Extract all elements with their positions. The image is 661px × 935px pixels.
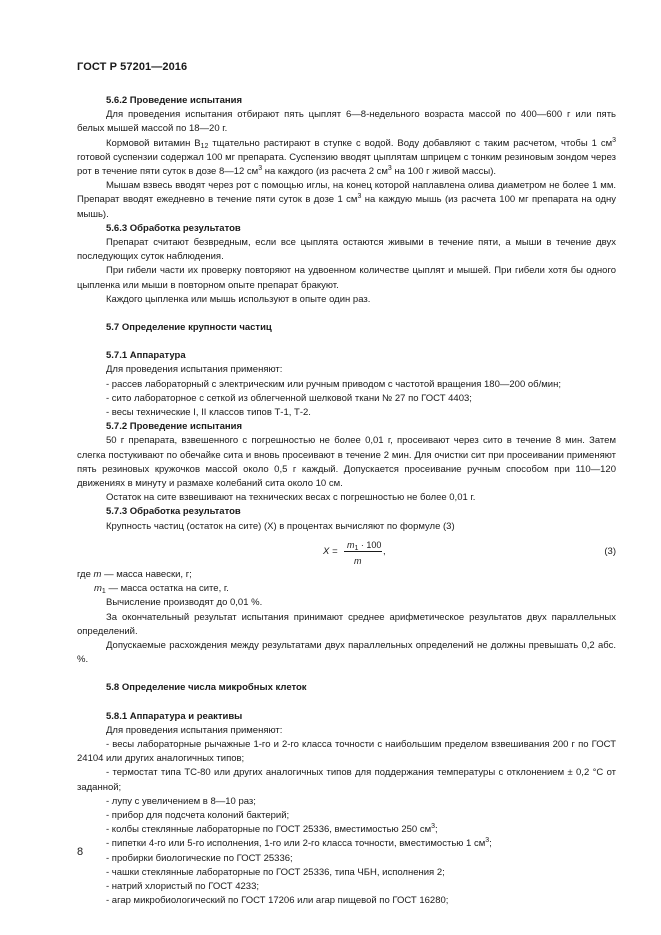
- paragraph: Допускаемые расхождения между результатами двух параллельных определений не должны превышать 0,2 абс. %.: [77, 639, 616, 666]
- formula-denominator: m: [354, 555, 362, 566]
- document-header: ГОСТ Р 57201—2016: [77, 61, 188, 73]
- list-item: - весы технические I, II классов типов Т-1, Т-2.: [106, 407, 311, 419]
- list-item: - весы лабораторные рычажные 1-го и 2-го класса точности с наибольшим пределом взвешивания 200 г по ГОСТ 24104 или других аналогичных типов;: [77, 738, 616, 765]
- paragraph: Для проведения испытания отбирают пять цыплят 6—8-недельного возраста массой по 400—600 г или пять белых мышей массой по 18—20 г.: [77, 109, 616, 135]
- section-5-7-title: 5.7 Определение крупности частиц: [106, 322, 272, 334]
- paragraph-mice: Мышам взвесь вводят через рот с помощью иглы, на конец которой наплавлена олива диаметром не более 1 мм. Препарат вводят ежедневно в течение пяти суток в дозе 1 $см^3$ на каждую мышь (из расчета 100 мг препарата на одну мышь).: [77, 180, 616, 220]
- list-item: - натрий хлористый по ГОСТ 4233;: [106, 880, 259, 892]
- list-item: - чашки стеклянные лабораторные по ГОСТ 25336, типа ЧБН, исполнения 2;: [106, 866, 445, 878]
- list-item-pipettes: - пипетки 4-го или 5-го исполнения, 1-го или 2-го класса точности, вместимостью 1 $см^3$;: [106, 837, 492, 850]
- paragraph: Для проведения испытания применяют:: [106, 364, 283, 376]
- list-item-flasks: - колбы стеклянные лабораторные по ГОСТ 25336, вместимостью 250 $см^3$;: [106, 823, 438, 836]
- paragraph: Крупность частиц (остаток на сите) (X) в процентах вычисляют по формуле (3): [106, 520, 455, 532]
- formula-number: (3): [604, 545, 616, 557]
- paragraph: Остаток на сите взвешивают на технических весах с погрешностью не более 0,01 г.: [106, 492, 476, 504]
- section-5-7-2-title: 5.7.2 Проведение испытания: [106, 421, 243, 433]
- paragraph: 50 г препарата, взвешенного с погрешностью не более 0,01 г, просеивают через сито в течение 8 мин. Затем слегка постукивают по обечайке сита и вновь просеивают в течение 2 мин. Для очистки сит при просеивании применяют пять резиновых кружочков массой около 0,5 г каждый. Допускается просеивание ручным способом при 110—120 движениях в минуту и размахе колебаний сита около 10 см.: [77, 435, 616, 490]
- list-item: - прибор для подсчета колоний бактерий;: [106, 809, 290, 821]
- section-5-7-3-title: 5.7.3 Обработка результатов: [106, 506, 241, 518]
- list-item: - агар микробиологический по ГОСТ 17206 или агар пищевой по ГОСТ 16280;: [106, 895, 449, 907]
- formula-3: [77, 534, 616, 568]
- paragraph: За окончательный результат испытания принимают среднее арифметическое результатов двух параллельных определений.: [77, 611, 616, 637]
- where-line: где m — масса навески, г;: [77, 568, 192, 580]
- paragraph: Каждого цыпленка или мышь используют в опыте один раз.: [106, 293, 371, 305]
- where-line-m1: $m_1$ — масса остатка на сите, г.: [94, 583, 229, 596]
- list-item: - термостат типа ТС-80 или других аналогичных типов для поддержания температуры с отклонением ± 0,2 °С от заданной;: [77, 767, 616, 793]
- section-5-8-1-title: 5.8.1 Аппаратура и реактивы: [106, 710, 243, 722]
- section-5-6-3-title: 5.6.3 Обработка результатов: [106, 222, 241, 234]
- list-item: - сито лабораторное с сеткой из облегченной шелковой ткани № 27 по ГОСТ 4403;: [106, 392, 472, 404]
- formula-numerator: $m_1 \cdot 100$: [347, 539, 382, 552]
- page-number: 8: [77, 846, 84, 858]
- formula-lhs: X =: [323, 545, 338, 557]
- list-item: - пробирки биологические по ГОСТ 25336;: [106, 852, 293, 864]
- section-5-6-2-title: 5.6.2 Проведение испытания: [106, 95, 243, 106]
- paragraph: Для проведения испытания применяют:: [106, 724, 283, 736]
- section-5-7-1-title: 5.7.1 Аппаратура: [106, 350, 186, 362]
- formula-comma: ,: [383, 545, 386, 557]
- list-item: - лупу с увеличением в 8—10 раз;: [106, 795, 256, 807]
- paragraph: Препарат считают безвредным, если все цыплята остаются живыми в течение пяти, а мыши в течение двух последующих суток наблюдения.: [77, 237, 616, 263]
- paragraph-vitamin: Кормовой витамин $B_{12}$ тщательно растирают в ступке с водой. Воду добавляют с таким расчетом, чтобы 1 $см^3$ готовой суспензии содержал 100 мг препарата. Суспензию вводят цыплятам шприцем с тонким резиновым зондом через рот в течение пяти суток в дозе 8—12 $см^3$ на каждого (из расчета 2 $см^3$ на 100 г живой массы).: [77, 136, 617, 178]
- list-item: - рассев лабораторный с электрическим или ручным приводом с частотой вращения 180—200 об/мин;: [106, 378, 561, 390]
- page-content: [77, 94, 616, 908]
- section-5-8-title: 5.8 Определение числа микробных клеток: [106, 682, 307, 694]
- fraction-bar: [344, 551, 382, 552]
- paragraph: Вычисление производят до 0,01 %.: [106, 597, 263, 609]
- paragraph: При гибели части их проверку повторяют на удвоенном количестве цыплят и мышей. При гибели хотя бы одного цыпленка или мыши в повторном опыте препарат бракуют.: [77, 265, 616, 291]
